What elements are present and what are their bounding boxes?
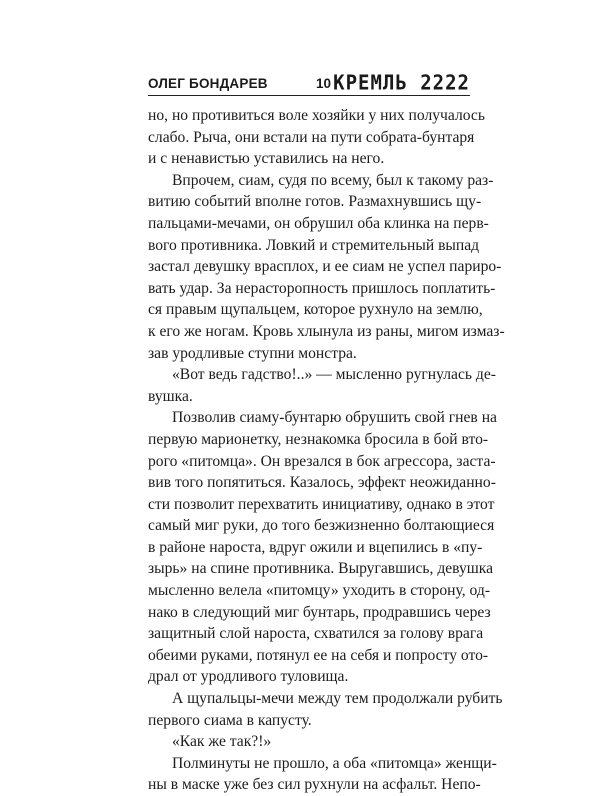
text-line: и с ненавистью уставились на него. — [148, 150, 385, 168]
text-line: ны в маске уже без сил рухнули на асфальт. Непо- — [148, 776, 481, 794]
text-line: слабо. Рыча, они встали на пути собрата-бунтаря — [148, 128, 475, 146]
text-line: обеими руками, потянул ее на себя и попросту ото- — [148, 646, 489, 664]
text-line: вушка. — [148, 387, 193, 405]
text-line: самый миг руки, до того безжизненно болтающиеся — [148, 517, 495, 535]
header-rule — [148, 95, 470, 96]
text-line: драл от уродливого туловища. — [148, 668, 349, 686]
page-number: 10 — [316, 76, 332, 91]
text-line: зав уродливые ступни монстра. — [148, 344, 357, 362]
text-line: Позволив сиаму-бунтарю обрушить свой гнев на — [172, 409, 497, 427]
text-line: в районе нароста, вдруг ожили и вцепились в «пу- — [148, 538, 483, 556]
text-line: мысленно велела «питомцу» уходить в сторону, од- — [148, 582, 491, 600]
text-line: «Вот ведь гадство!..» — мысленно ругнулась де- — [172, 366, 496, 384]
book-title: КРЕМЛЬ 2222 — [333, 71, 470, 95]
text-line: Впрочем, сиам, судя по всему, был к такому раз- — [172, 171, 494, 189]
text-line: защитный слой нароста, схватился за голову врага — [148, 625, 484, 643]
text-line: пальцами-мечами, он обрушил оба клинка на перв- — [148, 214, 489, 232]
text-line: застал девушку врасплох, и ее сиам не успел париро- — [148, 258, 502, 276]
author-name: ОЛЕГ БОНДАРЕВ — [148, 76, 268, 91]
text-line: первую марионетку, незнакомка бросила в бой вто- — [148, 430, 489, 448]
text-line: ся правым щупальцем, которое рухнуло на землю, — [148, 301, 483, 319]
text-line: Полминуты не прошло, а оба «питомца» женщи- — [172, 754, 497, 772]
text-line: сти позволит перехватить инициативу, однако в этот — [148, 495, 495, 513]
text-line: нако в следующий миг бунтарь, продравшись через — [148, 603, 491, 621]
text-line: витию событий вполне готов. Размахнувшись щу- — [148, 193, 482, 211]
text-line: вать удар. За нерасторопность пришлось поплатить- — [148, 279, 496, 297]
text-line: зырь» на спине противника. Выругавшись, девушка — [148, 560, 494, 578]
text-line: первого сиама в капусту. — [148, 711, 312, 729]
text-line: «Как же так?!» — [172, 733, 272, 751]
body-text — [148, 105, 505, 796]
text-line: к его же ногам. Кровь хлынула из раны, мигом измаз- — [148, 322, 505, 340]
text-line: А щупальцы-мечи между тем продолжали рубить — [172, 690, 503, 708]
text-line: вого противника. Ловкий и стремительный выпад — [148, 236, 480, 254]
text-line: вив того попятиться. Казалось, эффект неожиданно- — [148, 474, 496, 492]
text-line: но, но противиться воле хозяйки у них получалось — [148, 107, 485, 124]
running-header — [148, 72, 470, 94]
text-line: рого «питомца». Он врезался в бок агрессора, заста- — [148, 452, 496, 470]
